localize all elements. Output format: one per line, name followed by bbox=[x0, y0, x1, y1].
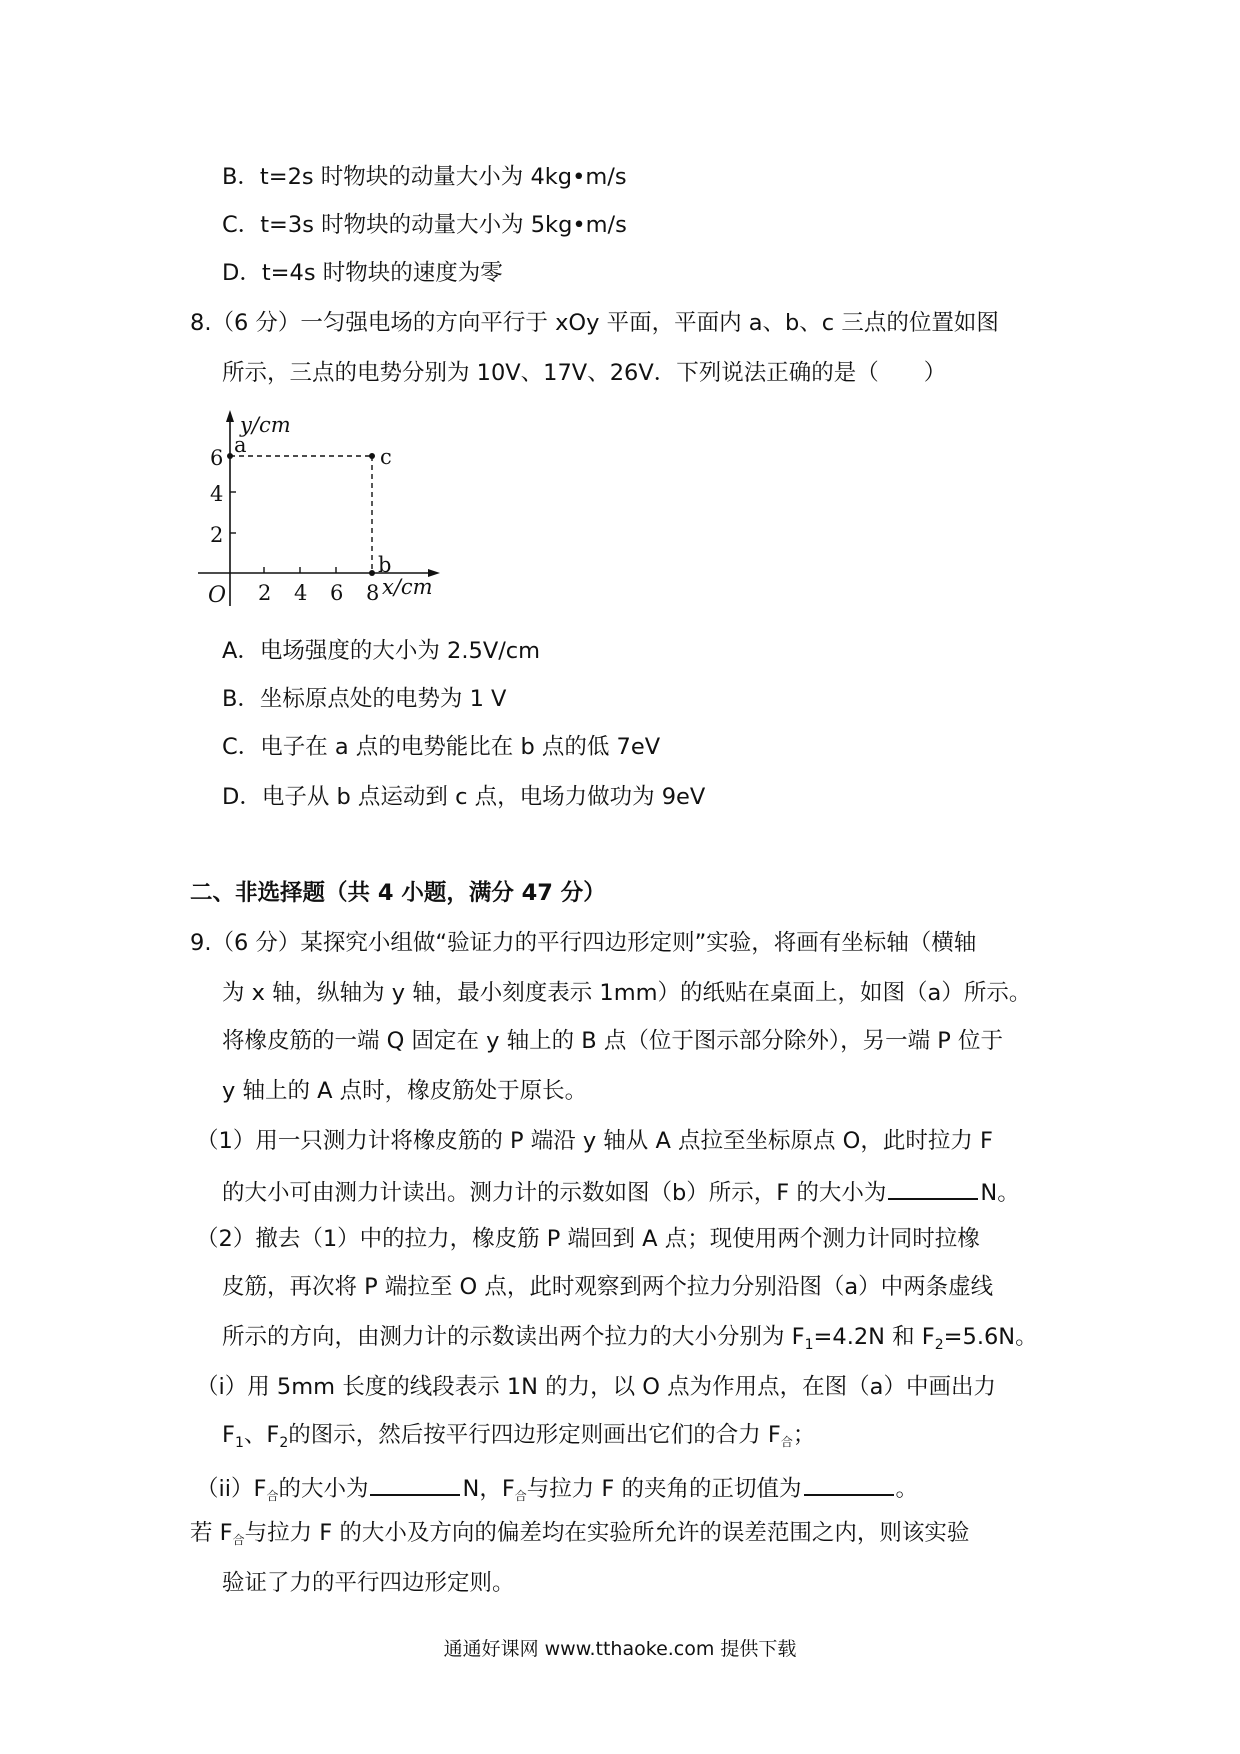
x-tick-label-4: 4 bbox=[294, 581, 308, 605]
q9-conclusion-line1 bbox=[190, 1522, 969, 1545]
q9-part2-text-a: 所示的方向，由测力计的示数读出两个拉力的大小分别为 F bbox=[222, 1324, 805, 1350]
f-symbol-2: 、F bbox=[243, 1422, 280, 1448]
q9-sub-ii-text-c: N，F bbox=[462, 1476, 515, 1502]
answer-blank-force[interactable] bbox=[888, 1178, 978, 1200]
q9-part2-text-b: =4.2N 和 F bbox=[813, 1324, 935, 1350]
q8-coordinate-figure bbox=[196, 408, 446, 614]
subscript-he: 合 bbox=[266, 1489, 279, 1503]
origin-label: O bbox=[208, 583, 227, 608]
q9-sub-i-line2 bbox=[222, 1422, 816, 1451]
q7-option-d: D．t=4s 时物块的速度为零 bbox=[222, 260, 503, 286]
subscript-1: 1 bbox=[234, 1435, 244, 1451]
q9-sub-ii-line bbox=[196, 1474, 918, 1501]
q8-stem-line2: 所示，三点的电势分别为 10V、17V、26V．下列说法正确的是（ ） bbox=[222, 360, 947, 386]
q7-option-b: B．t=2s 时物块的动量大小为 4kg•m/s bbox=[222, 164, 627, 190]
subscript-2: 2 bbox=[934, 1337, 944, 1353]
q9-stem-line2: 为 x 轴，纵轴为 y 轴，最小刻度表示 1mm）的纸贴在桌面上，如图（a）所示。 bbox=[222, 980, 1032, 1006]
q9-sub-i-text: 的图示，然后按平行四边形定则画出它们的合力 F bbox=[288, 1422, 781, 1448]
q9-part1-text: 的大小可由测力计读出。测力计的示数如图（b）所示，F 的大小为 bbox=[222, 1180, 887, 1206]
f-symbol: F bbox=[222, 1422, 235, 1448]
point-a bbox=[227, 453, 233, 459]
q8-stem-line1: 8.（6 分）一匀强电场的方向平行于 xOy 平面，平面内 a、b、c 三点的位置如图 bbox=[190, 310, 999, 336]
q9-conclusion-text-b: 与拉力 F 的大小及方向的偏差均在实验所允许的误差范围之内，则该实验 bbox=[244, 1520, 970, 1546]
q8-option-b: B．坐标原点处的电势为 1 V bbox=[222, 686, 507, 712]
x-tick-label-2: 2 bbox=[258, 581, 272, 605]
q9-part2-line1: （2）撤去（1）中的拉力，橡皮筋 P 端回到 A 点；现使用两个测力计同时拉橡 bbox=[196, 1226, 980, 1252]
q8-option-a: A．电场强度的大小为 2.5V/cm bbox=[222, 638, 541, 664]
period: 。 bbox=[895, 1476, 919, 1502]
q9-sub-ii-text-b: 的大小为 bbox=[278, 1476, 369, 1502]
point-b bbox=[369, 570, 375, 576]
q9-stem-line4: y 轴上的 A 点时，橡皮筋处于原长。 bbox=[222, 1078, 588, 1104]
subscript-he: 合 bbox=[780, 1435, 793, 1449]
q9-conclusion-text-a: 若 F bbox=[190, 1520, 233, 1546]
q9-sub-ii-text-d: 与拉力 F 的夹角的正切值为 bbox=[526, 1476, 802, 1502]
point-c-label: c bbox=[380, 445, 392, 469]
x-tick-label-8: 8 bbox=[366, 581, 380, 605]
point-c bbox=[369, 453, 375, 459]
q8-option-d: D．电子从 b 点运动到 c 点，电场力做功为 9eV bbox=[222, 784, 706, 810]
answer-blank-resultant[interactable] bbox=[370, 1474, 460, 1496]
subscript-he: 合 bbox=[514, 1489, 527, 1503]
q7-option-c: C．t=3s 时物块的动量大小为 5kg•m/s bbox=[222, 212, 627, 238]
subscript-1: 1 bbox=[804, 1337, 814, 1353]
subscript-2: 2 bbox=[279, 1435, 289, 1451]
y-tick-label-4: 4 bbox=[210, 482, 224, 506]
x-axis-label: x/cm bbox=[382, 575, 433, 599]
y-tick-label-6: 6 bbox=[210, 446, 224, 470]
answer-blank-tangent[interactable] bbox=[804, 1474, 894, 1496]
unit-n: N。 bbox=[980, 1180, 1020, 1206]
q8-option-c: C．电子在 a 点的电势能比在 b 点的低 7eV bbox=[222, 734, 661, 760]
y-axis-label: y/cm bbox=[240, 413, 291, 437]
point-a-label: a bbox=[234, 433, 247, 457]
q9-part2-line2: 皮筋，再次将 P 端拉至 O 点，此时观察到两个拉力分别沿图（a）中两条虚线 bbox=[222, 1274, 994, 1300]
section2-title: 二、非选择题（共 4 小题，满分 47 分） bbox=[190, 880, 606, 906]
q9-conclusion-line2: 验证了力的平行四边形定则。 bbox=[222, 1570, 515, 1596]
q9-part2-line3 bbox=[222, 1324, 1038, 1353]
semicolon: ； bbox=[792, 1422, 816, 1448]
footer-text: 通通好课网 www.tthaoke.com 提供下载 bbox=[443, 1638, 797, 1660]
q9-sub-i-line1: （i）用 5mm 长度的线段表示 1N 的力，以 O 点为作用点，在图（a）中画出力 bbox=[196, 1374, 996, 1400]
y-tick-label-2: 2 bbox=[210, 523, 224, 547]
q9-part1-line1: （1）用一只测力计将橡皮筋的 P 端沿 y 轴从 A 点拉至坐标原点 O，此时拉力 F bbox=[196, 1128, 993, 1154]
x-tick-label-6: 6 bbox=[330, 581, 344, 605]
q9-stem-line3: 将橡皮筋的一端 Q 固定在 y 轴上的 B 点（位于图示部分除外），另一端 P 位于 bbox=[222, 1028, 1003, 1054]
point-b-label: b bbox=[378, 553, 392, 577]
q9-sub-ii-text-a: （ii）F bbox=[196, 1476, 267, 1502]
q9-part1-line2 bbox=[222, 1178, 1020, 1205]
y-axis-arrow-icon bbox=[226, 410, 234, 422]
subscript-he: 合 bbox=[232, 1533, 245, 1547]
q9-stem-line1: 9.（6 分）某探究小组做“验证力的平行四边形定则”实验，将画有坐标轴（横轴 bbox=[190, 930, 977, 956]
q9-part2-text-c: =5.6N。 bbox=[943, 1324, 1038, 1350]
